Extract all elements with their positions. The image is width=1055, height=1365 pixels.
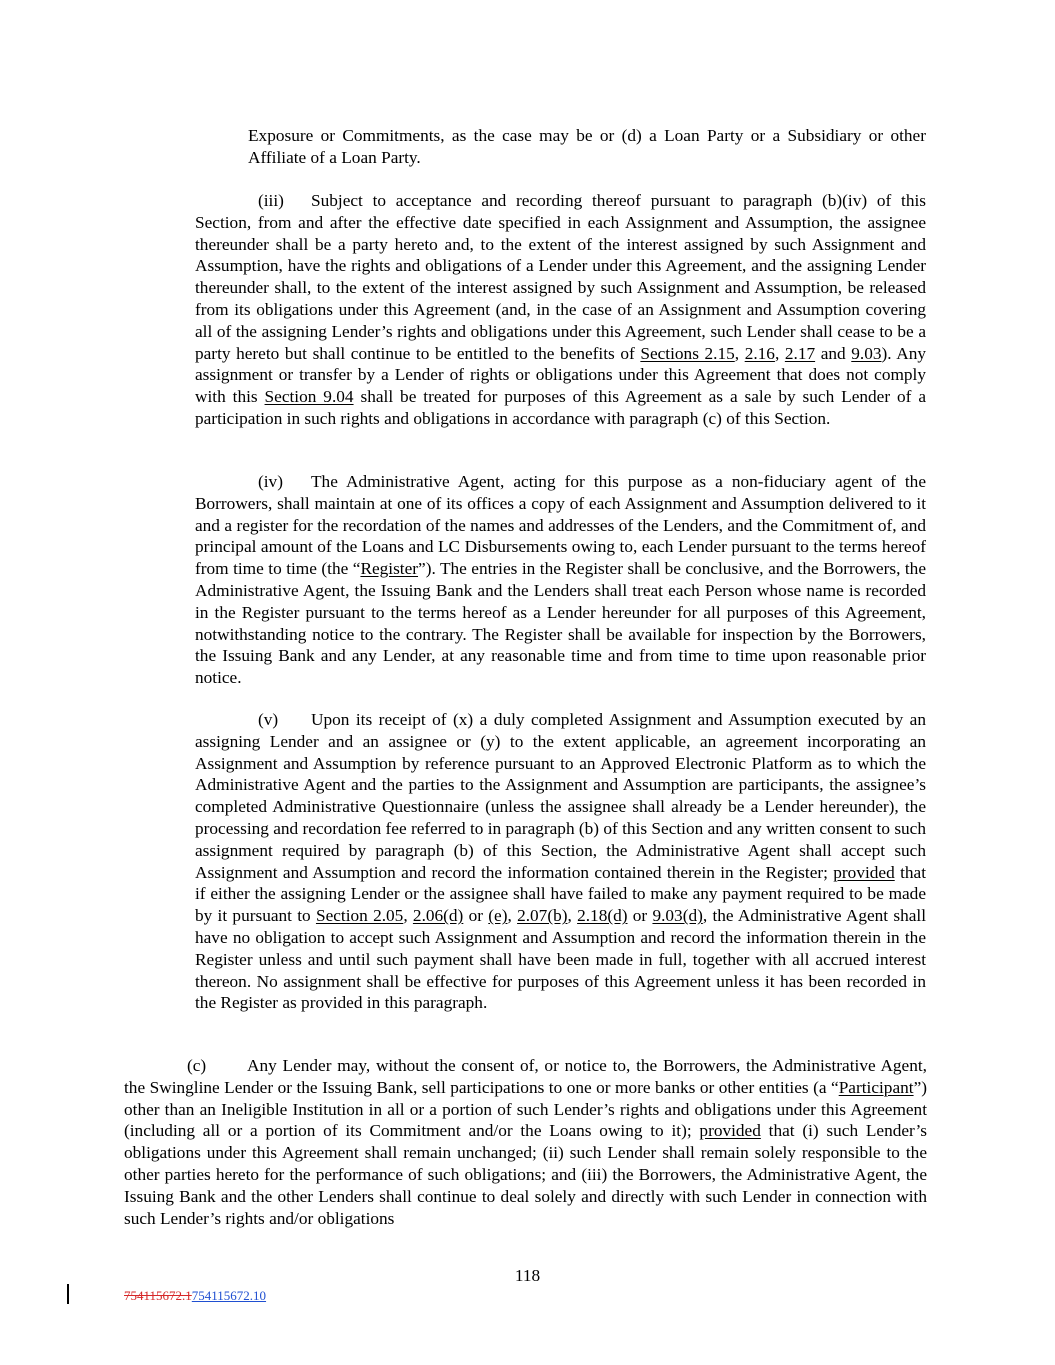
cross-reference-link[interactable]: 9.03(d) [652, 906, 703, 926]
paragraph-label: (c) [187, 1056, 207, 1075]
cross-reference-link[interactable]: 2.16 [744, 343, 775, 363]
cross-reference-link[interactable]: 2.07(b) [517, 906, 568, 926]
provided-term: provided [833, 862, 895, 882]
paragraph-label: (iv) [258, 472, 283, 491]
cross-reference-link[interactable]: Section 9.04 [264, 387, 354, 407]
continuation-paragraph: Exposure or Commitments, as the case may be or (d) a Loan Party or a Subsidiary or other Affiliate of a Loan Party. [248, 126, 926, 167]
cross-reference-link[interactable]: 2.17 [784, 343, 816, 363]
cross-reference-link[interactable]: Section 2.05 [315, 906, 404, 926]
provided-term: provided [699, 1121, 761, 1141]
paragraph-v: (v) Upon its receipt of (x) a duly completed Assignment and Assumption executed by an assigning Lender and an assignee or (y) to the extent applicable, an agreement incorporating an Assignment and Assumption by reference pursuant to an Approved Electronic Platform as to which the Administrative Agent and the parties to the Assignment and Assumption are participants, the assignee’s completed Administrative Questionnaire (unless the assignee shall already be a Lender hereunder), the processing and recordation fee referred to in paragraph (b) of this Section and any written consent to such assignment required by paragraph (b) of this Section, the Administrative Agent shall accept such Assignment and Assumption and record the information contained therein in the Register; provided that if either the assigning Lender or the assignee shall have failed to make any payment required to be made by it pursuant to Section 2.05, 2.06(d) or (e), 2.07(b), 2.18(d) or 9.03(d), the Administrative Agent shall have no obligation to accept such Assignment and Assumption and record the information therein in the Register unless and until such payment shall have been made in full, together with all accrued interest thereon. No assignment shall be effective for purposes of this Agreement unless it has been recorded in the Register as provided in this paragraph. [195, 710, 927, 1013]
paragraph-iv: (iv) The Administrative Agent, acting for this purpose as a non-fiduciary agent of the Borrowers, shall maintain at one of its offices a copy of each Assignment and Assumption delivered to it and a register for the recordation of the names and addresses of the Lenders, and the Commitment of, and principal amount of the Loans and LC Disbursements owing to, each Lender pursuant to the terms hereof from time to time (the “Register”). The entries in the Register shall be conclusive, and the Borrowers, the Administrative Agent, the Issuing Bank and the Lenders shall treat each Person whose name is recorded in the Register pursuant to the terms hereof as a Lender hereunder for all purposes of this Agreement, notwithstanding notice to the contrary. The Register shall be available for inspection by the Borrowers, the Issuing Bank and any Lender, at any reasonable time and from time to time upon reasonable prior notice. [195, 472, 926, 688]
cross-reference-link[interactable]: 9.03 [851, 343, 882, 363]
paragraph-label: (iii) [258, 191, 284, 210]
cross-reference-link[interactable]: Sections 2.15 [640, 343, 735, 363]
defined-term: Register [360, 559, 419, 579]
paragraph-label: (v) [258, 710, 279, 729]
deleted-doc-id: 754115672.1 [124, 1288, 192, 1303]
defined-term: Participant [838, 1077, 914, 1097]
document-id [124, 1288, 266, 1304]
cross-reference-link[interactable]: 2.18(d) [577, 906, 628, 926]
change-bar [67, 1284, 69, 1304]
page-number: 118 [514, 1266, 541, 1285]
inserted-doc-id: 754115672.10 [191, 1288, 267, 1303]
paragraph-c: (c) Any Lender may, without the consent of, or notice to, the Borrowers, the Administrative Agent, the Swingline Lender or the Issuing Bank, sell participations to one or more banks or other entities (a “Participant”) other than an Ineligible Institution in all or a portion of such Lender’s rights and obligations under this Agreement (including all or a portion of its Commitment and/or the Loans owing to it); provided that (i) such Lender’s obligations under this Agreement shall remain unchanged; (ii) such Lender shall remain solely responsible to the other parties hereto for the performance of such obligations; and (iii) the Borrowers, the Administrative Agent, the Issuing Bank and the other Lenders shall continue to deal solely and directly with such Lender in connection with such Lender’s rights and/or obligations [124, 1056, 927, 1228]
cross-reference-link[interactable]: (e) [488, 906, 508, 926]
paragraph-iii: (iii) Subject to acceptance and recording thereof pursuant to paragraph (b)(iv) of this Section, from and after the effective date specified in each Assignment and Assumption, the assignee thereunder shall be a party hereto and, to the extent of the interest assigned by such Assignment and Assumption, have the rights and obligations of a Lender under this Agreement, and the assigning Lender thereunder shall, to the extent of the interest assigned by such Assignment and Assumption, be released from its obligations under this Agreement (and, in the case of an Assignment and Assumption covering all of the assigning Lender’s rights and obligations under this Agreement, such Lender shall cease to be a party hereto but shall continue to be entitled to the benefits of Sections 2.15, 2.16, 2.17 and 9.03). Any assignment or transfer by a Lender of rights or obligations under this Agreement that does not comply with this Section 9.04 shall be treated for purposes of this Agreement as a sale by such Lender of a participation in such rights and obligations in accordance with paragraph (c) of this Section. [195, 191, 926, 428]
cross-reference-link[interactable]: 2.06(d) [412, 906, 464, 926]
